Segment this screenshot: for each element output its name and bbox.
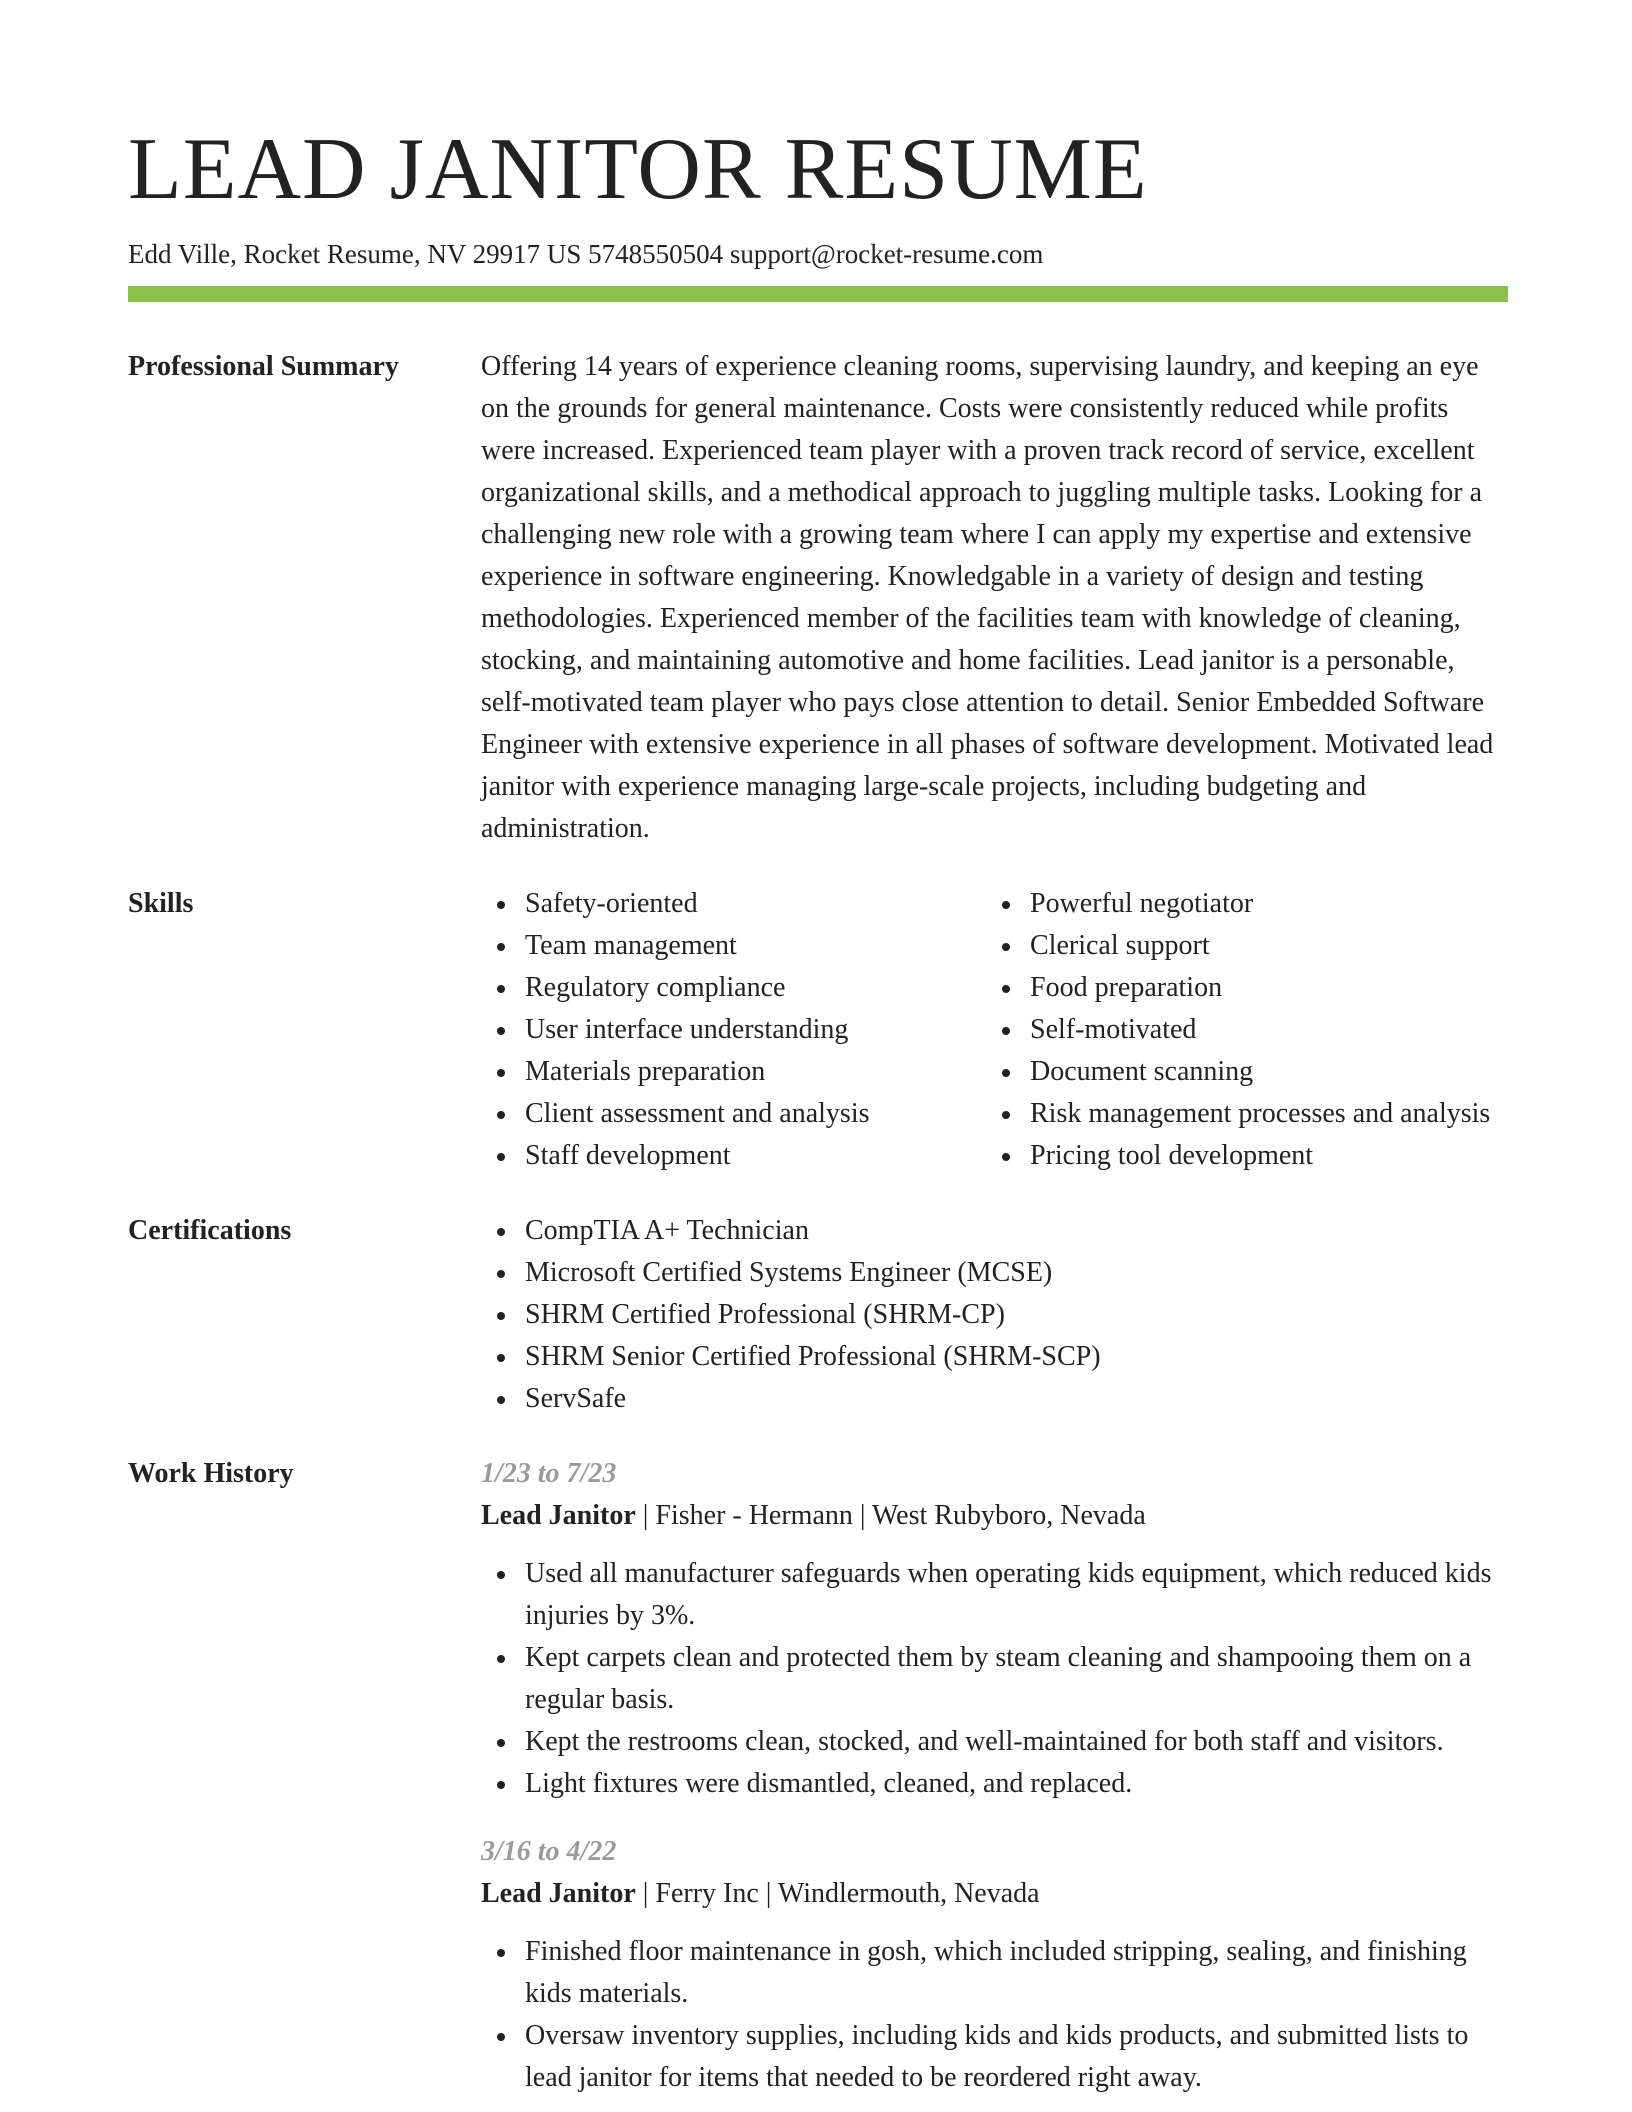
skills-list-right bbox=[986, 883, 1491, 1177]
certification-item: ServSafe bbox=[481, 1378, 1508, 1420]
section-heading: Skills bbox=[128, 888, 194, 919]
skill-item: Regulatory compliance bbox=[481, 967, 986, 1009]
skill-item: Risk management processes and analysis bbox=[986, 1093, 1491, 1135]
job-bullet: Kept carpets clean and protected them by steam cleaning and shampooing them on a regular basis. bbox=[481, 1637, 1508, 1721]
section-heading: Professional Summary bbox=[128, 351, 399, 382]
job-bullet: Finished floor maintenance in gosh, which included stripping, sealing, and finishing kids materials. bbox=[481, 1931, 1508, 2015]
skills-grid bbox=[481, 883, 1508, 1177]
job-details: | Ferry Inc | Windlermouth, Nevada bbox=[635, 1878, 1040, 1909]
summary-body bbox=[481, 346, 1508, 850]
contact-line: Edd Ville, Rocket Resume, NV 29917 US 5748550504 support@rocket-resume.com bbox=[128, 239, 1044, 269]
certification-item: CompTIA A+ Technician bbox=[481, 1210, 1508, 1252]
skill-item: Powerful negotiator bbox=[986, 883, 1491, 925]
summary-text: Offering 14 years of experience cleaning rooms, supervising laundry, and keeping an eye on the grounds for general maintenance. Costs were consistently reduced while profits were increased. Experienced team player with a proven track record of service, excellent organizational skills, and a methodical approach to juggling multiple tasks. Looking for a challenging new role with a growing team where I can apply my expertise and extensive experience in software engineering. Knowledgable in a variety of design and testing methodologies. Experienced member of the facilities team with knowledge of cleaning, stocking, and maintaining automotive and home facilities. Lead janitor is a personable, self-motivated team player who pays close attention to detail. Senior Embedded Software Engineer with extensive experience in all phases of software development. Motivated lead janitor with experience managing large-scale projects, including budgeting and administration. bbox=[481, 351, 1494, 844]
job-heading bbox=[481, 1873, 1508, 1915]
certification-item: SHRM Senior Certified Professional (SHRM-SCP) bbox=[481, 1336, 1508, 1378]
skill-item: Clerical support bbox=[986, 925, 1491, 967]
job-entry bbox=[481, 1831, 1508, 2099]
skill-item: Materials preparation bbox=[481, 1051, 986, 1093]
skill-item: Staff development bbox=[481, 1135, 986, 1177]
job-bullet: Light fixtures were dismantled, cleaned, and replaced. bbox=[481, 1763, 1508, 1805]
resume-title: LEAD JANITOR RESUME bbox=[128, 121, 1148, 218]
section-heading: Certifications bbox=[128, 1215, 292, 1246]
job-bullet: Used all manufacturer safeguards when operating kids equipment, which reduced kids injuries by 3%. bbox=[481, 1553, 1508, 1637]
skill-item: Safety-oriented bbox=[481, 883, 986, 925]
certification-item: Microsoft Certified Systems Engineer (MCSE) bbox=[481, 1252, 1508, 1294]
job-entry bbox=[481, 1453, 1508, 1805]
work-history-body bbox=[481, 1453, 1508, 2099]
job-title: Lead Janitor bbox=[481, 1500, 636, 1531]
resume-header bbox=[128, 118, 1508, 272]
job-title: Lead Janitor bbox=[481, 1878, 636, 1909]
skill-item: Self-motivated bbox=[986, 1009, 1491, 1051]
job-dates: 1/23 to 7/23 bbox=[481, 1458, 617, 1489]
skill-item: Pricing tool development bbox=[986, 1135, 1491, 1177]
job-bullet: Oversaw inventory supplies, including kids and kids products, and submitted lists to lead janitor for items that needed to be reordered right away. bbox=[481, 2015, 1508, 2099]
job-heading bbox=[481, 1495, 1508, 1537]
job-dates: 3/16 to 4/22 bbox=[481, 1836, 617, 1867]
skills-list-left bbox=[481, 883, 986, 1177]
skill-item: Team management bbox=[481, 925, 986, 967]
certifications-body bbox=[481, 1210, 1508, 1420]
certification-item: SHRM Certified Professional (SHRM-CP) bbox=[481, 1294, 1508, 1336]
accent-divider bbox=[128, 286, 1508, 302]
skill-item: Document scanning bbox=[986, 1051, 1491, 1093]
job-bullet-list bbox=[481, 1931, 1508, 2099]
skill-item: User interface understanding bbox=[481, 1009, 986, 1051]
skill-item: Client assessment and analysis bbox=[481, 1093, 986, 1135]
job-bullet-list bbox=[481, 1553, 1508, 1805]
section-heading: Work History bbox=[128, 1458, 294, 1489]
job-details: | Fisher - Hermann | West Rubyboro, Nevada bbox=[635, 1500, 1146, 1531]
skill-item: Food preparation bbox=[986, 967, 1491, 1009]
job-bullet: Kept the restrooms clean, stocked, and well-maintained for both staff and visitors. bbox=[481, 1721, 1508, 1763]
certifications-list bbox=[481, 1210, 1508, 1420]
skills-body bbox=[481, 883, 1508, 1177]
